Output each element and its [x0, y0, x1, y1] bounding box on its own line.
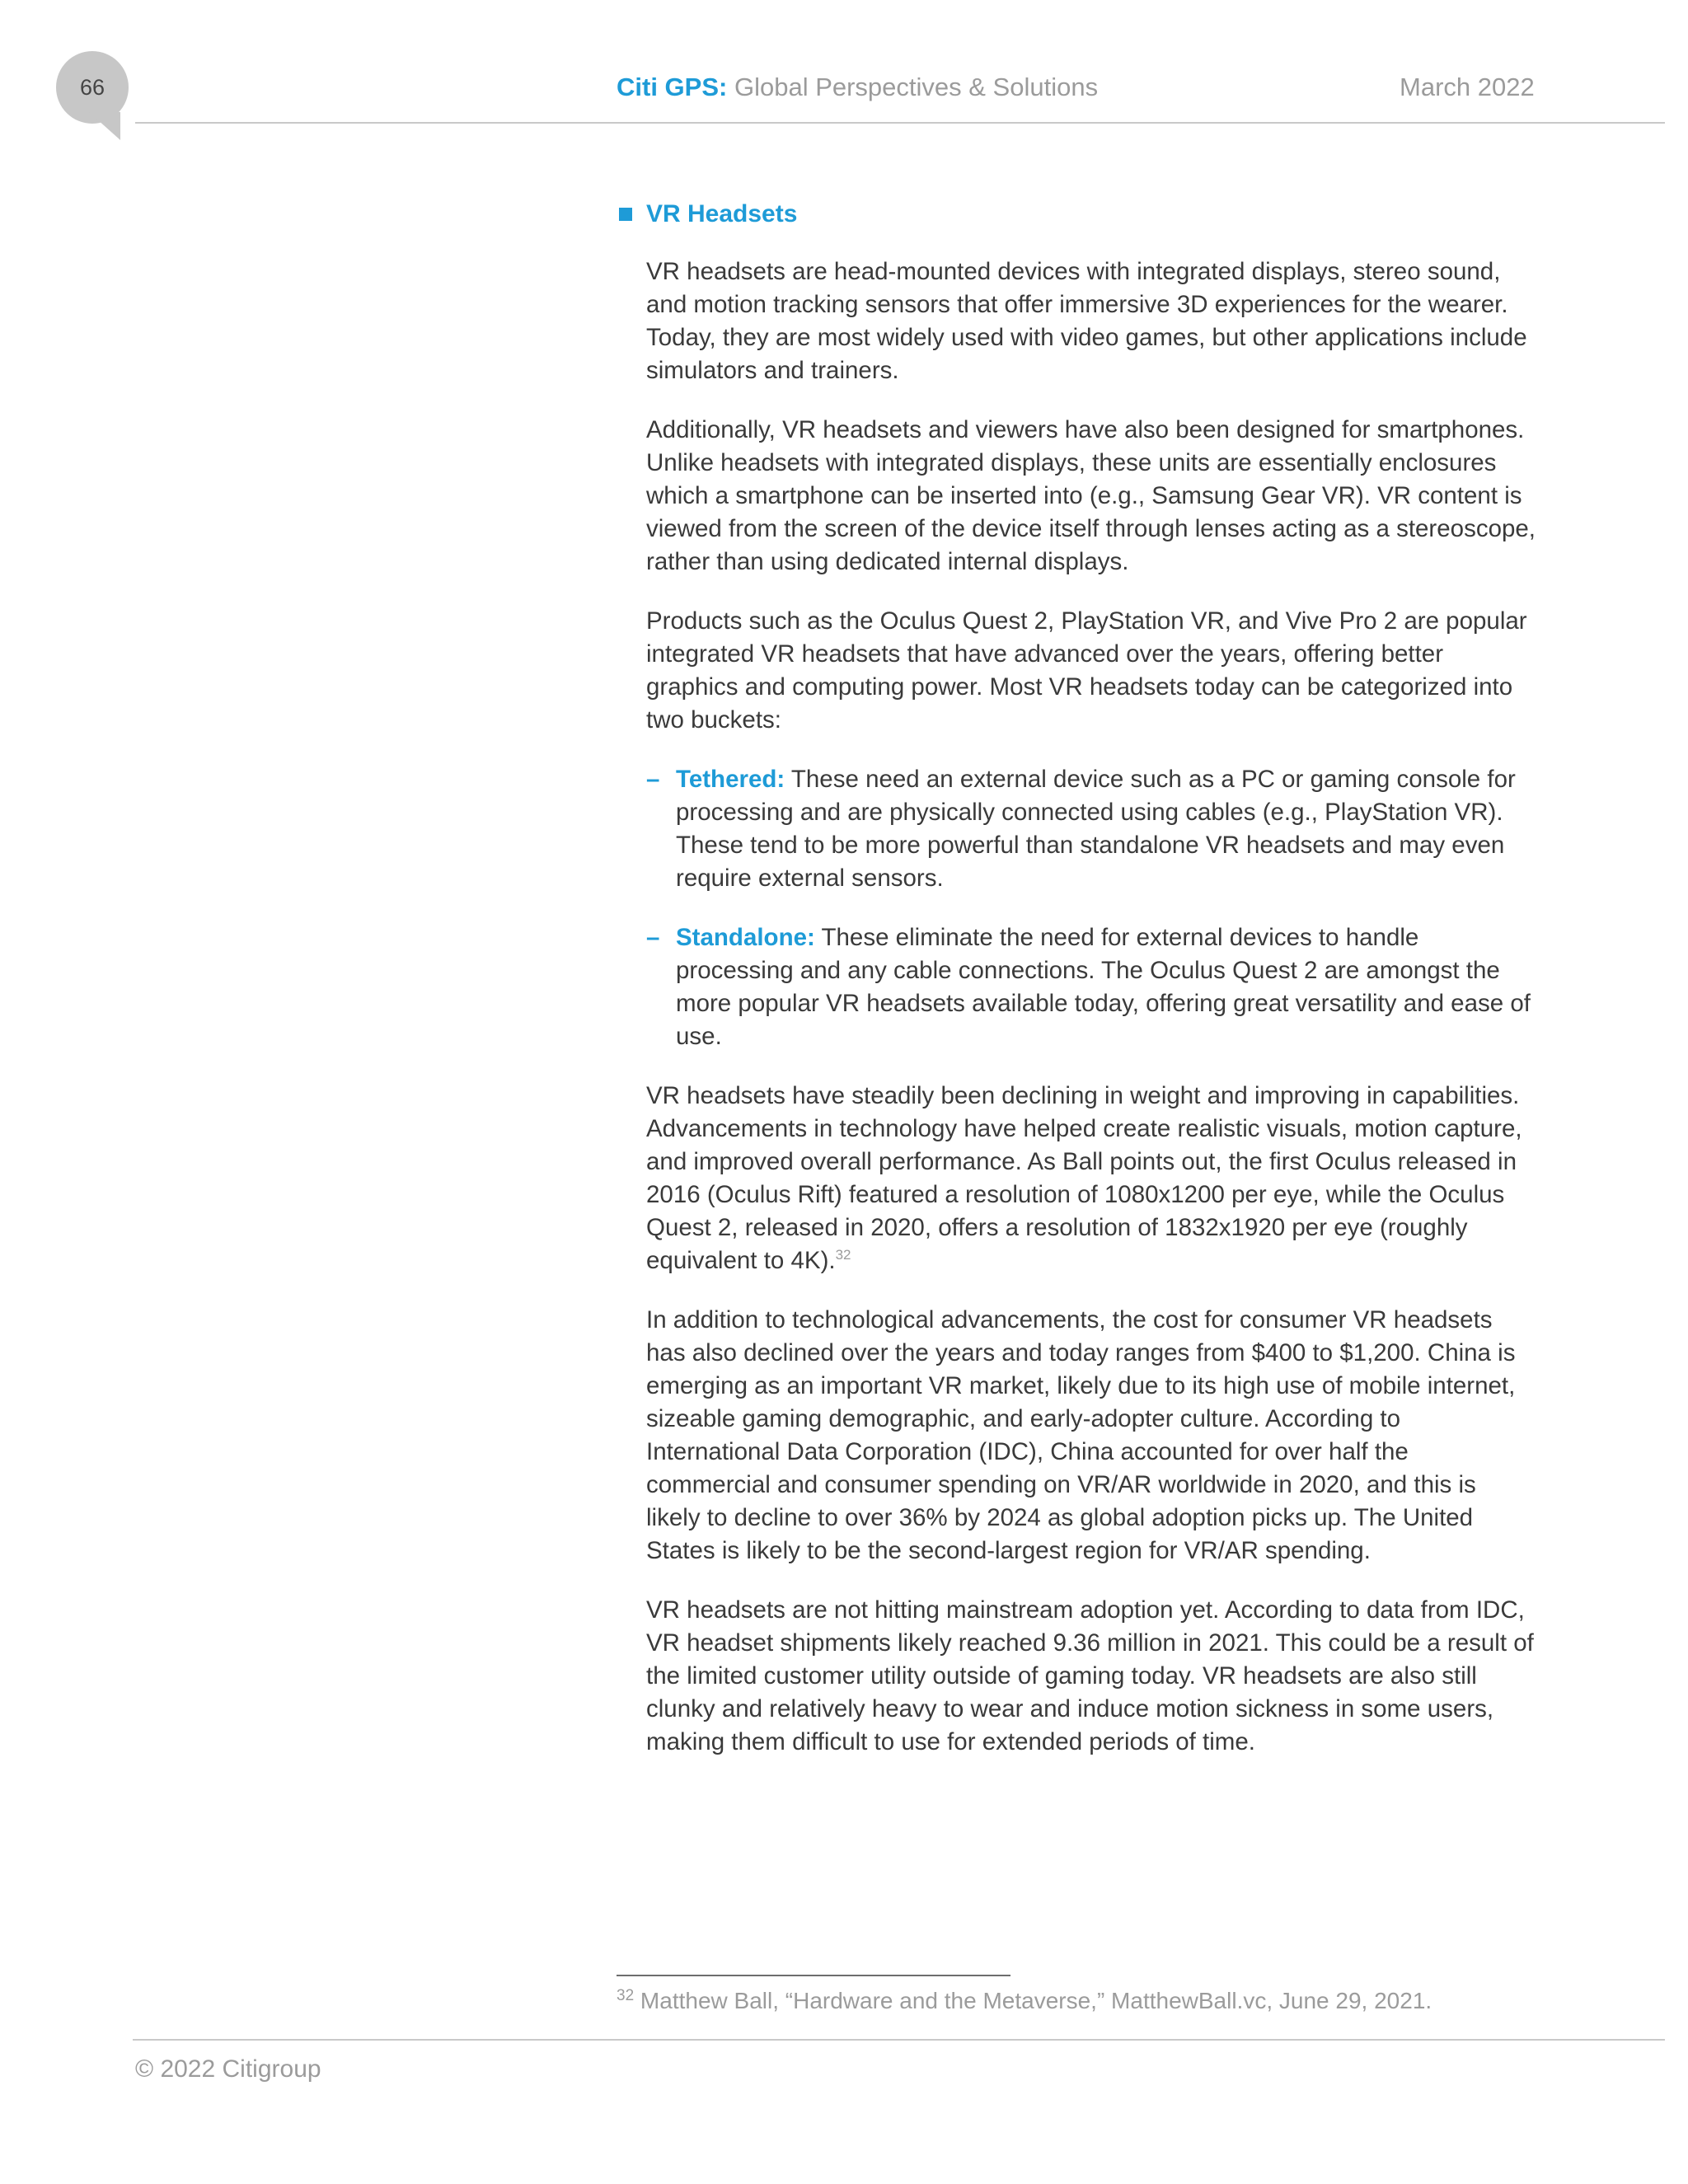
- list-item-standalone: [646, 921, 1536, 1053]
- header-divider: [135, 122, 1665, 124]
- dash-bullet-icon: –: [646, 766, 660, 793]
- section-heading: [646, 198, 1536, 231]
- footnote-reference[interactable]: 32: [835, 1247, 851, 1263]
- page-badge-tail: [89, 112, 120, 140]
- paragraph-4-text: VR headsets have steadily been declining in weight and improving in capabilities. Advancements in technology have helped create realistic visuals, motion capture, and improved overall performance. As Ball points out, the first Oculus released in 2016 (Oculus Rift) featured a resolution of 1080x1200 per eye, while the Oculus Quest 2, released in 2020, offers a resolution of 1832x1920 per eye (roughly equivalent to 4K).: [646, 1082, 1522, 1274]
- footnote-divider: [617, 1975, 1010, 1976]
- footer-divider: [133, 2039, 1665, 2041]
- header-title: [617, 73, 1098, 102]
- list-item-term: Tethered:: [676, 766, 785, 793]
- square-bullet-icon: [619, 208, 632, 221]
- paragraph-3: Products such as the Oculus Quest 2, PlayStation VR, and Vive Pro 2 are popular integrated VR headsets that have advanced over the years, offering better graphics and computing power. Most VR headsets today can be categorized into two buckets:: [646, 607, 1527, 733]
- paragraph-5: In addition to technological advancements, the cost for consumer VR headsets has also declined over the years and today ranges from $400 to $1,200. China is emerging as an important VR market, likely due to its high use of mobile internet, sizeable gaming demographic, and early-adopter culture. According to International Data Corporation (IDC), China accounted for over half the commercial and consumer spending on VR/AR worldwide in 2020, and this is likely to decline to over 36% by 2024 as global adoption picks up. The United States is likely to be the second-largest region for VR/AR spending.: [646, 1306, 1516, 1564]
- paragraph-4: [646, 1080, 1536, 1277]
- footer-copyright: © 2022 Citigroup: [135, 2055, 321, 2083]
- section-heading-text: VR Headsets: [646, 200, 798, 227]
- footnote-number: 32: [617, 1987, 635, 2004]
- list-item-text: These need an external device such as a PC or gaming console for processing and are physically connected using cables (e.g., PlayStation VR). These tend to be more powerful than standalone VR headsets and may even require external sensors.: [676, 766, 1516, 892]
- list-item-text: These eliminate the need for external devices to handle processing and any cable connections. The Oculus Quest 2 are amongst the more popular VR headsets available today, offering great versatility and ease of use.: [676, 924, 1531, 1050]
- list-item-tethered: [646, 763, 1536, 895]
- page-number: 66: [79, 74, 106, 100]
- footnote-text: Matthew Ball, “Hardware and the Metaverse,” MatthewBall.vc, June 29, 2021.: [634, 1988, 1432, 2013]
- header-subtitle: Global Perspectives & Solutions: [734, 73, 1099, 101]
- list-item-term: Standalone:: [676, 924, 815, 951]
- dash-bullet-icon: –: [646, 924, 660, 951]
- paragraph-1: VR headsets are head-mounted devices with integrated displays, stereo sound, and motion tracking sensors that offer immersive 3D experiences for the wearer. Today, they are most widely used with video games, but other applications include simulators and trainers.: [646, 258, 1527, 384]
- footnote: [617, 1988, 1432, 2014]
- main-content: [646, 198, 1536, 1785]
- paragraph-6: VR headsets are not hitting mainstream adoption yet. According to data from IDC, VR headset shipments likely reached 9.36 million in 2021. This could be a result of the limited customer utility outside of gaming today. VR headsets are also still clunky and relatively heavy to wear and induce motion sickness in some users, making them difficult to use for extended periods of time.: [646, 1596, 1534, 1755]
- header-brand: Citi GPS:: [617, 73, 728, 101]
- paragraph-2: Additionally, VR headsets and viewers have also been designed for smartphones. Unlike headsets with integrated displays, these units are essentially enclosures which a smartphone can be inserted into (e.g., Samsung Gear VR). VR content is viewed from the screen of the device itself through lenses acting as a stereoscope, rather than using dedicated internal displays.: [646, 416, 1536, 575]
- header-date: March 2022: [1400, 73, 1535, 101]
